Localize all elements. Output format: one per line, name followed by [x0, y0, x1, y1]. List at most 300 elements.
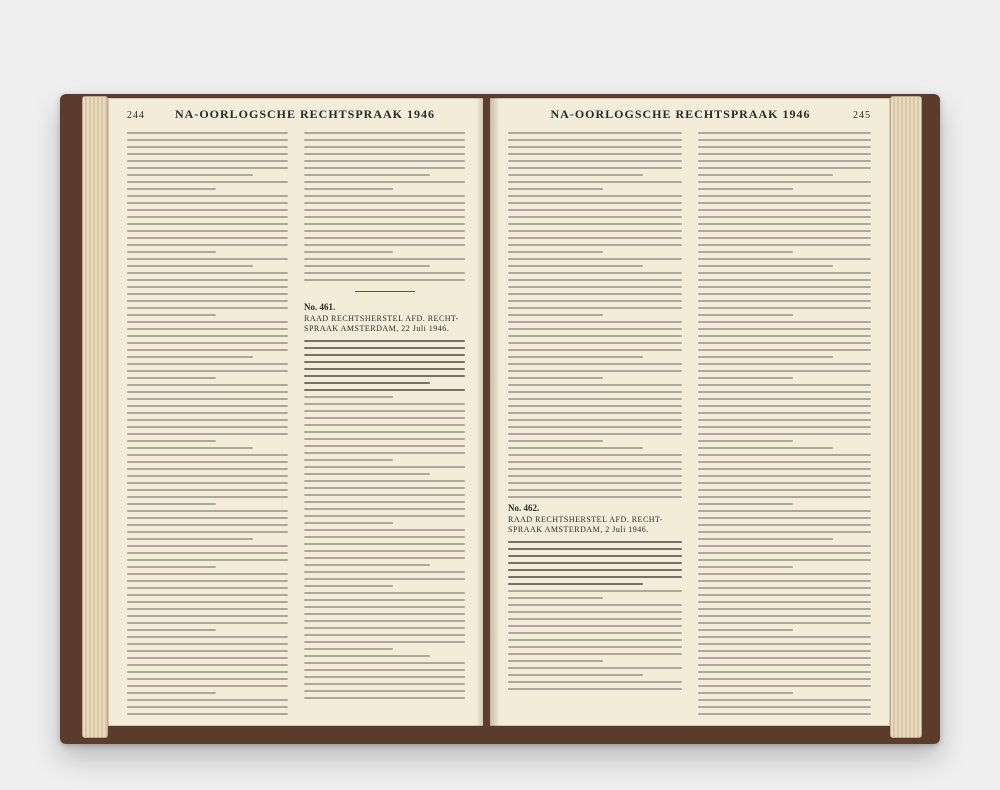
text-line — [508, 174, 643, 176]
text-line — [698, 573, 872, 575]
text-line — [508, 611, 682, 613]
text-line — [508, 653, 682, 655]
text-line — [698, 188, 793, 190]
text-line — [127, 251, 216, 253]
text-line — [304, 662, 465, 664]
text-line — [304, 375, 465, 377]
text-line — [127, 489, 288, 491]
text-line — [304, 417, 465, 419]
text-line — [508, 342, 682, 344]
text-line — [127, 139, 288, 141]
text-line — [127, 573, 288, 575]
text-line — [127, 496, 288, 498]
text-line — [508, 541, 682, 543]
text-line — [304, 139, 465, 141]
text-line — [127, 468, 288, 470]
text-line — [698, 426, 872, 428]
text-line — [127, 258, 288, 260]
text-line — [304, 571, 465, 573]
text-line — [127, 559, 288, 561]
text-line — [508, 454, 682, 456]
text-line — [698, 153, 872, 155]
text-line — [127, 286, 288, 288]
text-line — [508, 195, 682, 197]
text-line — [127, 447, 253, 449]
text-line — [304, 648, 393, 650]
text-line — [127, 433, 288, 435]
text-line — [508, 328, 682, 330]
text-line — [304, 620, 465, 622]
text-line — [304, 501, 465, 503]
text-line — [698, 503, 793, 505]
text-line — [698, 510, 872, 512]
text-line — [508, 419, 682, 421]
text-line — [698, 475, 872, 477]
text-line — [698, 216, 872, 218]
text-line — [698, 531, 872, 533]
text-line — [508, 475, 682, 477]
text-line — [304, 340, 465, 342]
text-line — [127, 664, 288, 666]
text-line — [508, 384, 682, 386]
text-line — [127, 132, 288, 134]
text-line — [127, 657, 288, 659]
text-line — [698, 230, 872, 232]
text-line — [698, 552, 872, 554]
text-line — [304, 209, 465, 211]
text-line — [508, 590, 682, 592]
text-line — [508, 674, 643, 676]
text-line — [127, 405, 288, 407]
text-line — [127, 300, 288, 302]
text-line — [508, 209, 682, 211]
text-line — [508, 604, 682, 606]
text-line — [127, 587, 288, 589]
text-line — [508, 447, 643, 449]
text-line — [698, 174, 833, 176]
text-line — [698, 699, 872, 701]
text-line — [304, 641, 465, 643]
text-line — [127, 482, 288, 484]
text-line — [698, 167, 872, 169]
text-line — [698, 671, 872, 673]
text-line — [304, 223, 465, 225]
text-line — [508, 569, 682, 571]
text-line — [698, 377, 793, 379]
text-line — [698, 643, 872, 645]
text-line — [508, 646, 682, 648]
text-line — [698, 244, 872, 246]
text-line — [127, 538, 253, 540]
text-line — [304, 564, 430, 566]
text-line — [698, 622, 872, 624]
left-page-column-2 — [304, 127, 465, 715]
text-line — [304, 487, 465, 489]
text-line — [508, 576, 682, 578]
text-line — [698, 307, 872, 309]
text-line — [698, 650, 872, 652]
text-line — [304, 347, 465, 349]
text-line — [127, 440, 216, 442]
text-line — [304, 146, 465, 148]
text-line — [508, 391, 682, 393]
text-line — [508, 562, 682, 564]
text-line — [698, 391, 872, 393]
text-line — [304, 508, 465, 510]
text-line — [127, 202, 288, 204]
text-line — [127, 356, 253, 358]
text-line — [508, 181, 682, 183]
text-line — [508, 482, 682, 484]
text-line — [508, 461, 682, 463]
text-line — [127, 335, 288, 337]
text-line — [698, 370, 872, 372]
text-line — [698, 664, 872, 666]
text-line — [127, 622, 288, 624]
text-line — [698, 286, 872, 288]
text-line — [304, 188, 393, 190]
text-line — [304, 396, 393, 398]
text-line — [127, 699, 288, 701]
text-line — [698, 384, 872, 386]
text-line — [508, 321, 682, 323]
text-line — [304, 167, 465, 169]
text-line — [304, 690, 465, 692]
text-line — [508, 468, 682, 470]
text-line — [127, 244, 288, 246]
text-line — [127, 643, 288, 645]
text-line — [508, 251, 603, 253]
text-line — [508, 660, 603, 662]
text-line — [698, 524, 872, 526]
text-line — [508, 167, 682, 169]
text-line — [127, 566, 216, 568]
text-line — [127, 461, 288, 463]
left-page-number: 244 — [127, 110, 145, 121]
text-line — [127, 524, 288, 526]
text-line — [508, 335, 682, 337]
text-line — [508, 300, 682, 302]
text-line — [698, 678, 872, 680]
text-line — [698, 356, 833, 358]
text-line — [508, 433, 682, 435]
text-line — [508, 153, 682, 155]
left-running-title: NA-OORLOGSCHE RECHTSPRAAK 1946 — [174, 107, 436, 121]
text-line — [127, 384, 288, 386]
text-line — [508, 223, 682, 225]
text-line — [508, 555, 682, 557]
text-line — [698, 202, 872, 204]
text-line — [127, 321, 288, 323]
text-line — [304, 403, 465, 405]
text-line — [508, 307, 682, 309]
text-line — [304, 354, 465, 356]
text-line — [304, 251, 393, 253]
case-number: No. 461. — [304, 302, 336, 312]
text-line — [304, 676, 465, 678]
case-heading: RAAD RECHTSHERSTEL AFD. RECHT-SPRAAK AMSTERDAM, 22 Juli 1946. — [304, 314, 459, 333]
right-running-title: NA-OORLOGSCHE RECHTSPRAAK 1946 — [550, 107, 811, 121]
text-line — [304, 466, 465, 468]
text-line — [698, 419, 872, 421]
text-line — [698, 608, 872, 610]
text-line — [127, 601, 288, 603]
text-line — [127, 685, 288, 687]
text-line — [304, 202, 465, 204]
text-line — [304, 599, 465, 601]
text-line — [304, 634, 465, 636]
text-line — [508, 688, 682, 690]
text-line — [508, 279, 682, 281]
text-line — [304, 578, 465, 580]
text-line — [508, 132, 682, 134]
text-line — [508, 426, 682, 428]
text-line — [127, 678, 288, 680]
right-page-stack — [890, 96, 922, 738]
text-line — [304, 613, 465, 615]
text-line — [508, 370, 682, 372]
text-line — [698, 538, 833, 540]
text-line — [508, 405, 682, 407]
text-line — [508, 632, 682, 634]
text-line — [698, 265, 833, 267]
text-line — [127, 629, 216, 631]
text-line — [698, 139, 872, 141]
text-line — [304, 522, 393, 524]
text-line — [698, 321, 872, 323]
text-line — [698, 195, 872, 197]
text-line — [127, 713, 288, 715]
text-line — [698, 559, 872, 561]
text-line — [304, 410, 465, 412]
text-line — [508, 265, 643, 267]
right-page-column-2 — [698, 127, 872, 715]
text-line — [304, 536, 465, 538]
text-line — [508, 202, 682, 204]
text-line — [508, 618, 682, 620]
text-line — [508, 363, 682, 365]
text-line — [698, 566, 793, 568]
text-line — [508, 146, 682, 148]
text-line — [304, 265, 430, 267]
text-line — [508, 597, 603, 599]
text-line — [698, 594, 872, 596]
left-page-stack — [82, 96, 108, 738]
text-line — [304, 389, 465, 391]
text-line — [304, 550, 465, 552]
text-line — [304, 431, 465, 433]
text-line — [698, 349, 872, 351]
text-line — [304, 557, 465, 559]
text-line — [127, 328, 288, 330]
text-line — [698, 440, 793, 442]
text-line — [304, 424, 465, 426]
text-line — [127, 517, 288, 519]
text-line — [127, 209, 288, 211]
text-line — [127, 377, 216, 379]
text-line — [698, 342, 872, 344]
text-line — [698, 293, 872, 295]
text-line — [127, 692, 216, 694]
text-line — [698, 545, 872, 547]
text-line — [127, 412, 288, 414]
text-line — [508, 489, 682, 491]
text-line — [698, 412, 872, 414]
text-line — [698, 328, 872, 330]
text-line — [127, 419, 288, 421]
text-line — [698, 489, 872, 491]
text-line — [127, 503, 216, 505]
text-line — [304, 230, 465, 232]
text-line — [508, 160, 682, 162]
text-line — [508, 244, 682, 246]
text-line — [127, 237, 288, 239]
text-line — [127, 230, 288, 232]
text-line — [508, 356, 643, 358]
text-line — [127, 265, 253, 267]
text-line — [698, 398, 872, 400]
section-rule — [355, 291, 415, 292]
text-line — [304, 585, 393, 587]
text-line — [127, 223, 288, 225]
text-line — [127, 216, 288, 218]
text-line — [127, 475, 288, 477]
text-line — [508, 258, 682, 260]
text-line — [698, 496, 872, 498]
text-line — [508, 440, 603, 442]
left-page — [108, 98, 483, 726]
right-page-header — [490, 107, 889, 122]
text-line — [304, 382, 430, 384]
text-line — [698, 517, 872, 519]
text-line — [698, 251, 793, 253]
text-line — [304, 174, 430, 176]
text-line — [304, 592, 465, 594]
text-line — [304, 627, 465, 629]
text-line — [304, 258, 465, 260]
text-line — [127, 706, 288, 708]
text-line — [698, 468, 872, 470]
text-line — [304, 361, 465, 363]
text-line — [127, 545, 288, 547]
text-line — [127, 146, 288, 148]
text-line — [698, 223, 872, 225]
text-line — [304, 452, 465, 454]
text-line — [698, 454, 872, 456]
text-line — [508, 237, 682, 239]
text-line — [304, 529, 465, 531]
text-line — [698, 615, 872, 617]
text-line — [304, 459, 393, 461]
text-line — [127, 615, 288, 617]
case-heading: RAAD RECHTSHERSTEL AFD. RECHT-SPRAAK AMSTERDAM, 2 Juli 1946. — [508, 515, 663, 534]
text-line — [508, 286, 682, 288]
text-line — [698, 685, 872, 687]
case-number: No. 462. — [508, 503, 540, 513]
text-line — [698, 237, 872, 239]
right-page-columns — [508, 127, 871, 715]
right-page-number: 245 — [853, 110, 871, 121]
text-line — [304, 438, 465, 440]
text-line — [304, 655, 430, 657]
text-line — [698, 657, 872, 659]
text-line — [508, 496, 682, 498]
text-line — [127, 342, 288, 344]
text-line — [698, 601, 872, 603]
text-line — [304, 683, 465, 685]
text-line — [127, 608, 288, 610]
text-line — [508, 314, 603, 316]
text-line — [698, 692, 793, 694]
text-line — [508, 349, 682, 351]
text-line — [127, 650, 288, 652]
text-line — [508, 377, 603, 379]
text-line — [127, 307, 288, 309]
text-line — [698, 209, 872, 211]
text-line — [698, 146, 872, 148]
text-line — [127, 426, 288, 428]
text-line — [304, 669, 465, 671]
text-line — [698, 300, 872, 302]
text-line — [304, 445, 465, 447]
text-line — [698, 629, 793, 631]
text-line — [508, 230, 682, 232]
text-line — [698, 363, 872, 365]
text-line — [127, 167, 288, 169]
text-line — [698, 160, 872, 162]
text-line — [304, 160, 465, 162]
text-line — [304, 132, 465, 134]
text-line — [127, 552, 288, 554]
text-line — [304, 181, 465, 183]
text-line — [698, 279, 872, 281]
text-line — [304, 515, 465, 517]
text-line — [127, 594, 288, 596]
text-line — [698, 580, 872, 582]
text-line — [304, 216, 465, 218]
text-line — [508, 216, 682, 218]
text-line — [698, 587, 872, 589]
text-line — [508, 548, 682, 550]
text-line — [698, 713, 872, 715]
text-line — [508, 625, 682, 627]
text-line — [127, 636, 288, 638]
left-page-header — [109, 107, 483, 122]
text-line — [508, 272, 682, 274]
text-line — [304, 697, 465, 699]
text-line — [698, 181, 872, 183]
text-line — [304, 494, 465, 496]
text-line — [127, 293, 288, 295]
text-line — [127, 398, 288, 400]
text-line — [304, 244, 465, 246]
text-line — [698, 132, 872, 134]
text-line — [698, 405, 872, 407]
text-line — [698, 461, 872, 463]
text-line — [304, 368, 465, 370]
text-line — [698, 258, 872, 260]
text-line — [304, 195, 465, 197]
text-line — [508, 667, 682, 669]
text-line — [698, 482, 872, 484]
text-line — [127, 174, 253, 176]
text-line — [127, 153, 288, 155]
text-line — [304, 153, 465, 155]
text-line — [127, 279, 288, 281]
text-line — [127, 188, 216, 190]
text-line — [304, 480, 465, 482]
text-line — [508, 681, 682, 683]
